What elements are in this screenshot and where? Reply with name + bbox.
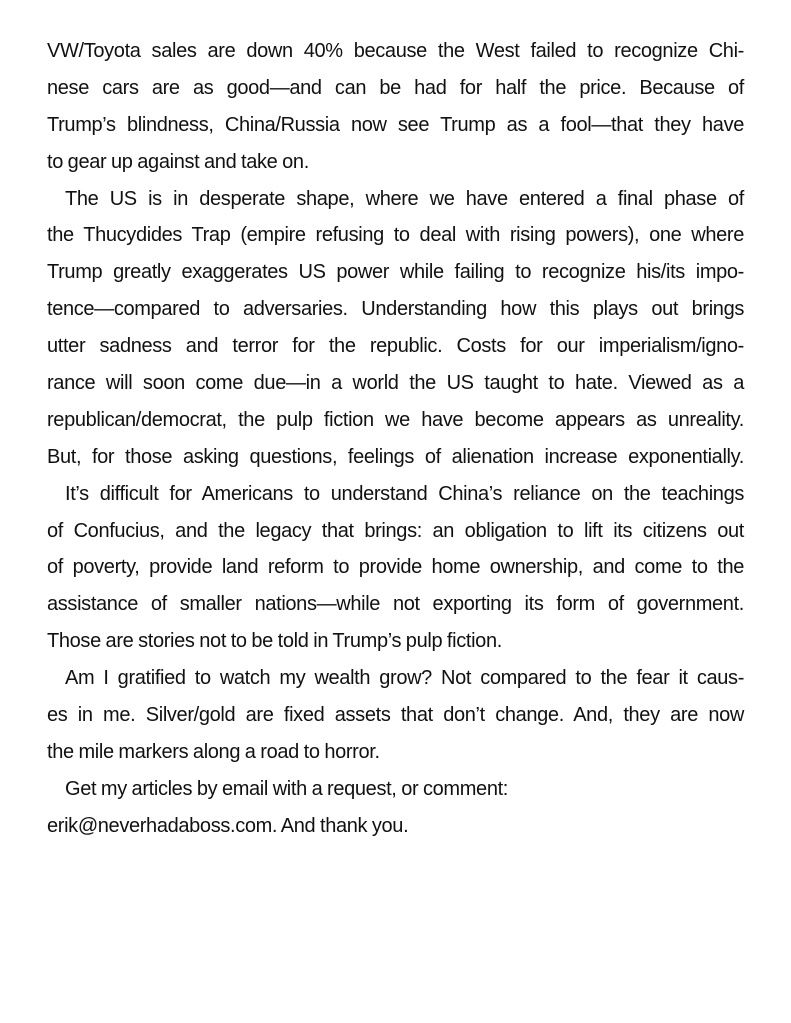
text-line: The US is in desperate shape, where we have entered a final phase of [65, 187, 744, 210]
text-line: to gear up against and take on. [47, 150, 309, 173]
text-line: utter sadness and terror for the republic. Costs for our imperialism/igno- [47, 335, 744, 358]
text-line: rance will soon come due—in a world the US taught to hate. Viewed as a [47, 372, 744, 395]
text-line: of Confucius, and the legacy that brings: an obligation to lift its citizens out [47, 519, 744, 542]
text-line: Am I gratified to watch my wealth grow? Not compared to the fear it caus- [65, 667, 744, 690]
paragraph [47, 771, 744, 845]
text-line: But, for those asking questions, feelings of alienation increase exponentially. [47, 445, 744, 468]
paragraph [47, 660, 744, 771]
text-line: Get my articles by email with a request, or comment: [65, 777, 509, 800]
text-line: Trump’s blindness, China/Russia now see Trump as a fool—that they have [47, 113, 744, 136]
text-line: of poverty, provide land reform to provide home ownership, and come to the [47, 556, 744, 579]
contact-line: erik@neverhadaboss.com. And thank you. [47, 814, 409, 837]
text-line: es in me. Silver/gold are fixed assets that don’t change. And, they are now [47, 704, 744, 727]
text-line: assistance of smaller nations—while not exporting its form of government. [47, 593, 744, 616]
text-line: the mile markers along a road to horror. [47, 740, 380, 763]
text-line: Those are stories not to be told in Trump’s pulp fiction. [47, 630, 502, 653]
document-body [47, 33, 744, 845]
text-line: the Thucydides Trap (empire refusing to deal with rising powers), one where [47, 224, 744, 247]
text-line: VW/Toyota sales are down 40% because the West failed to recognize Chi- [47, 40, 744, 62]
text-line: nese cars are as good—and can be had for half the price. Because of [47, 76, 744, 99]
text-line: Trump greatly exaggerates US power while failing to recognize his/its impo- [47, 261, 744, 284]
text-line: It’s difficult for Americans to understand China’s reliance on the teachings [65, 482, 744, 505]
paragraph [47, 181, 744, 476]
text-line: republican/democrat, the pulp fiction we have become appears as unreality. [47, 408, 744, 431]
text-line: tence—compared to adversaries. Understanding how this plays out brings [47, 298, 744, 321]
paragraph [47, 33, 744, 181]
paragraph [47, 476, 744, 660]
